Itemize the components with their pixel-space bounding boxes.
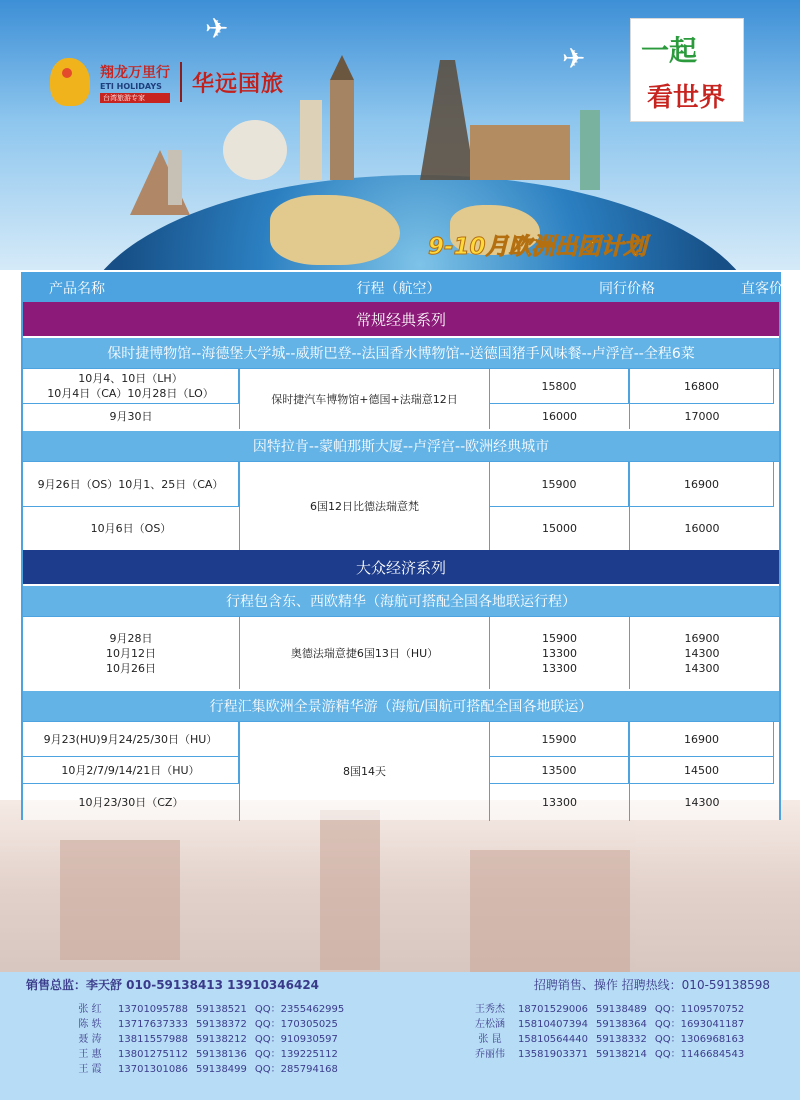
- date-cell: 9月30日: [109, 410, 153, 423]
- direct-price-cell: 16800: [630, 369, 774, 404]
- peer-price-cell: 13300: [542, 796, 577, 809]
- company-name: 华远国旅: [192, 71, 285, 97]
- sales-director: 销售总监：李天舒 010-59138413 13910346424: [26, 977, 320, 992]
- contact-qq: QQ：139225112: [254, 1049, 338, 1060]
- contact-mobile: 18701529006: [518, 1004, 588, 1015]
- col-product: 产品名称: [49, 281, 105, 297]
- contact-mobile: 13581903371: [518, 1049, 588, 1060]
- peer-price-column: [490, 462, 630, 550]
- route-group: [23, 368, 779, 429]
- recruit-info: 招聘销售、操作 招聘热线：010-59138598: [533, 977, 770, 992]
- dates-column: [23, 369, 240, 429]
- airplane-icon: ✈: [205, 12, 229, 45]
- direct-price-column: [630, 462, 774, 550]
- building-shape: [60, 840, 180, 960]
- date-cell: 10月4、10日（LH） 10月4日（CA）10月28日（LO）: [23, 369, 239, 404]
- contact-name: 王 惠: [78, 1049, 102, 1060]
- contact-name: 陈 轶: [78, 1019, 102, 1030]
- contact-tel: 59138364: [596, 1019, 647, 1030]
- peer-price-column: [490, 722, 630, 821]
- col-itinerary: 行程（航空）: [356, 281, 441, 297]
- airplane-icon: ✈: [562, 42, 586, 75]
- contact-name: 左松涵: [475, 1019, 505, 1030]
- date-cell: 10月2/7/9/14/21日（HU）: [23, 757, 239, 784]
- direct-price-cell: 16900: [630, 462, 774, 507]
- itinerary-cell: 6国12日比德法瑞意梵: [240, 462, 490, 550]
- contact-qq: QQ：170305025: [254, 1019, 338, 1030]
- direct-price-cell: 14300: [684, 796, 720, 809]
- peer-price-cell: 15900 13300 13300: [490, 617, 630, 689]
- itinerary-cell: 8国14天: [240, 722, 490, 821]
- peer-price-cell: 15800: [490, 369, 629, 404]
- date-cell: 10月6日（OS）: [90, 522, 172, 535]
- slogan-line1: 一起: [641, 34, 698, 67]
- contact-tel: 59138521: [196, 1004, 247, 1015]
- sales-bar: [0, 972, 800, 996]
- brand-en: ETI HOLIDAYS: [100, 81, 162, 91]
- contact-tel: 59138214: [596, 1049, 647, 1060]
- contact-mobile: 13701095788: [118, 1004, 188, 1015]
- series-title: 大众经济系列: [23, 550, 779, 584]
- itinerary-cell: 奥德法瑞意捷6国13日（HU）: [240, 617, 490, 689]
- route-title: 行程包含东、西欧精华（海航可搭配全国各地联运行程）: [23, 584, 779, 616]
- contact-row: [70, 1047, 344, 1062]
- contact-row: [70, 1062, 344, 1077]
- contact-tel: 59138372: [196, 1019, 247, 1030]
- logo-divider: [180, 62, 182, 102]
- contact-name: 聂 涛: [78, 1034, 102, 1045]
- building-shape: [320, 810, 380, 970]
- direct-price-column: [630, 369, 774, 429]
- contact-mobile: 13717637333: [118, 1019, 188, 1030]
- peer-price-cell: 15900: [490, 462, 629, 507]
- direct-price-cell: 16900 14300 14300: [684, 631, 720, 675]
- contact-name: 张 昆: [478, 1034, 502, 1045]
- contact-qq: QQ：1306968163: [654, 1034, 745, 1045]
- contact-mobile: 15810407394: [518, 1019, 588, 1030]
- contact-qq: QQ：285794168: [254, 1064, 338, 1075]
- peer-price-cell: 15000: [542, 522, 577, 535]
- brand-text: [100, 62, 170, 103]
- series-title: 常规经典系列: [23, 302, 779, 336]
- brand-logo: [50, 58, 284, 106]
- contact-qq: QQ：2355462995: [254, 1004, 345, 1015]
- contact-mobile: 13801275112: [118, 1049, 188, 1060]
- contact-tel: 59138332: [596, 1034, 647, 1045]
- contact-name: 乔丽伟: [475, 1049, 505, 1060]
- route-group: [23, 616, 779, 689]
- contact-mobile: 13811557988: [118, 1034, 188, 1045]
- direct-price-cell: 16000: [684, 522, 720, 535]
- contact-tel: 59138489: [596, 1004, 647, 1015]
- brand-cn: 翔龙万里行: [100, 64, 170, 81]
- contact-list-right: [470, 1002, 744, 1062]
- contact-mobile: 13701301086: [118, 1064, 188, 1075]
- peer-price-cell: 16000: [542, 410, 577, 423]
- contact-row: [470, 1047, 744, 1062]
- date-cell: 10月23/30日（CZ）: [78, 796, 184, 809]
- route-title: 因特拉肯--蒙帕那斯大厦--卢浮宫--欧洲经典城市: [23, 429, 779, 461]
- contact-row: [470, 1002, 744, 1017]
- dates-column: [23, 462, 240, 550]
- contact-row: [70, 1017, 344, 1032]
- date-cell: 9月23(HU)9月24/25/30日（HU）: [23, 722, 239, 757]
- direct-price-cell: 14500: [630, 757, 774, 784]
- header-banner: [0, 0, 800, 270]
- contact-mobile: 15810564440: [518, 1034, 588, 1045]
- contact-qq: QQ：1146684543: [654, 1049, 745, 1060]
- page-headline: 9-10月欧洲出团计划: [428, 234, 647, 260]
- contact-row: [470, 1017, 744, 1032]
- contact-row: [470, 1032, 744, 1047]
- contact-qq: QQ：1109570752: [654, 1004, 745, 1015]
- direct-price-column: [630, 722, 774, 821]
- contact-list-left: [70, 1002, 344, 1077]
- contact-qq: QQ：910930597: [254, 1034, 338, 1045]
- route-title: 行程汇集欧洲全景游精华游（海航/国航可搭配全国各地联运）: [23, 689, 779, 721]
- contact-name: 王 霞: [78, 1064, 102, 1075]
- city-background: [0, 800, 800, 990]
- slogan-line2: 看世界: [647, 83, 726, 113]
- route-group: [23, 721, 779, 820]
- contact-tel: 59138136: [196, 1049, 247, 1060]
- mascot-icon: [50, 58, 90, 106]
- date-cell: 9月28日 10月12日 10月26日: [23, 617, 240, 689]
- peer-price-column: [490, 369, 630, 429]
- dates-column: [23, 722, 240, 821]
- route-group: [23, 461, 779, 550]
- itinerary-cell: 保时捷汽车博物馆+德国+法瑞意12日: [240, 369, 490, 429]
- contact-row: [70, 1002, 344, 1017]
- contact-tel: 59138212: [196, 1034, 247, 1045]
- contacts-panel: [0, 972, 800, 1100]
- contact-tel: 59138499: [196, 1064, 247, 1075]
- col-peer-price: 同行价格: [599, 281, 655, 297]
- peer-price-cell: 15900: [490, 722, 629, 757]
- col-direct-price: 直客价格: [741, 281, 797, 297]
- price-table: [21, 272, 797, 820]
- peer-price-cell: 13500: [490, 757, 629, 784]
- route-title: 保时捷博物馆--海德堡大学城--威斯巴登--法国香水博物馆--送德国猪手风味餐--卢浮宫--全程6菜: [23, 336, 779, 368]
- contact-name: 张 红: [78, 1004, 102, 1015]
- contact-name: 王秀杰: [475, 1004, 505, 1015]
- contact-row: [70, 1032, 344, 1047]
- brand-tag: 台湾旅游专家: [100, 93, 170, 103]
- building-shape: [470, 850, 630, 980]
- contact-qq: QQ：1693041187: [654, 1019, 745, 1030]
- slogan-logo: [630, 18, 744, 122]
- direct-price-cell: 17000: [684, 410, 720, 423]
- direct-price-cell: 16900: [630, 722, 774, 757]
- date-cell: 9月26日（OS）10月1、25日（CA）: [23, 462, 239, 507]
- table-header: [23, 274, 797, 302]
